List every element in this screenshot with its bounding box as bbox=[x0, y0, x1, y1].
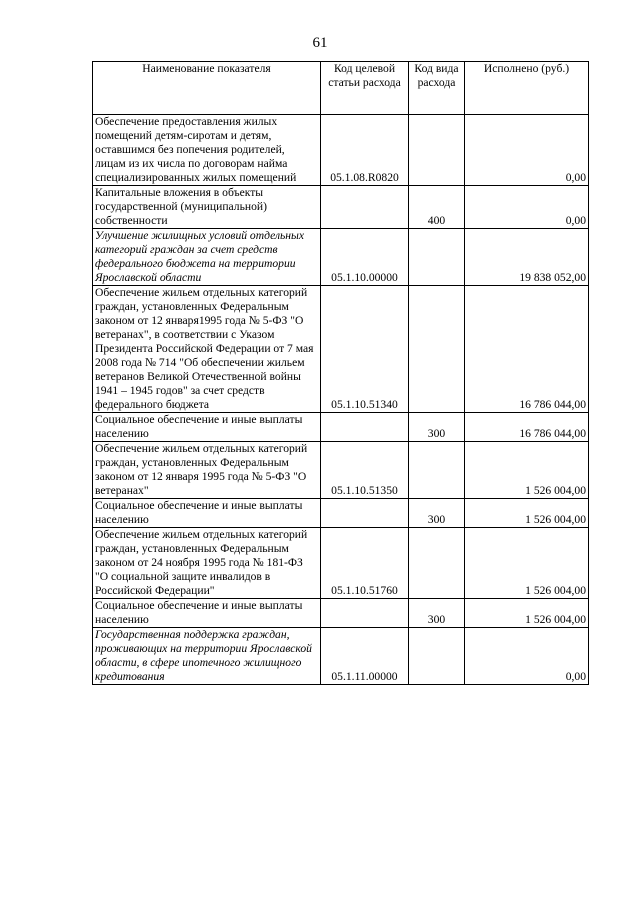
table-row bbox=[93, 599, 589, 628]
table-row bbox=[93, 186, 589, 229]
budget-table bbox=[92, 61, 589, 685]
table-row bbox=[93, 528, 589, 599]
table-row bbox=[93, 413, 589, 442]
row-code bbox=[321, 413, 409, 442]
row-sum: 16 786 044,00 bbox=[465, 413, 589, 442]
row-sum: 0,00 bbox=[465, 115, 589, 186]
header-name: Наименование показателя bbox=[93, 62, 321, 115]
table-row bbox=[93, 115, 589, 186]
row-code bbox=[321, 599, 409, 628]
row-name: Социальное обеспечение и иные выплаты населению bbox=[93, 499, 321, 528]
table-row bbox=[93, 628, 589, 685]
row-sum: 0,00 bbox=[465, 186, 589, 229]
row-name: Социальное обеспечение и иные выплаты населению bbox=[93, 599, 321, 628]
row-kind bbox=[409, 115, 465, 186]
row-kind bbox=[409, 628, 465, 685]
row-name: Государственная поддержка граждан, проживающих на территории Ярославской области, в сфере ипотечного жилищного кредитования bbox=[93, 628, 321, 685]
row-name: Обеспечение жильем отдельных категорий граждан, установленных Федеральным законом от 24 ноября 1995 года № 181-ФЗ "О социальной защите инвалидов в Российской Федерации" bbox=[93, 528, 321, 599]
row-code bbox=[321, 499, 409, 528]
row-code: 05.1.10.51340 bbox=[321, 286, 409, 413]
row-name: Обеспечение жильем отдельных категорий граждан, установленных Федеральным законом от 12 января1995 года № 5-ФЗ "О ветеранах", в соответствии с Указом Президента Российской Федерации от 7 мая 2008 года № 714 "Об обеспечении жильем ветеранов Великой Отечественной войны 1941 – 1945 годов" за счет средств федерального бюджета bbox=[93, 286, 321, 413]
table-body bbox=[93, 115, 589, 685]
header-sum: Исполнено (руб.) bbox=[465, 62, 589, 115]
row-name: Социальное обеспечение и иные выплаты населению bbox=[93, 413, 321, 442]
table-row bbox=[93, 229, 589, 286]
row-sum: 1 526 004,00 bbox=[465, 442, 589, 499]
row-kind: 300 bbox=[409, 499, 465, 528]
row-sum: 16 786 044,00 bbox=[465, 286, 589, 413]
header-code: Код целевой статьи расхода bbox=[321, 62, 409, 115]
table-row bbox=[93, 442, 589, 499]
row-sum: 1 526 004,00 bbox=[465, 528, 589, 599]
table-header-row bbox=[93, 62, 589, 115]
row-code: 05.1.10.00000 bbox=[321, 229, 409, 286]
row-name: Обеспечение жильем отдельных категорий граждан, установленных Федеральным законом от 12 января 1995 года № 5-ФЗ "О ветеранах" bbox=[93, 442, 321, 499]
row-kind bbox=[409, 286, 465, 413]
row-kind bbox=[409, 442, 465, 499]
row-code bbox=[321, 186, 409, 229]
row-sum: 19 838 052,00 bbox=[465, 229, 589, 286]
header-kind: Код вида расхода bbox=[409, 62, 465, 115]
row-code: 05.1.10.51350 bbox=[321, 442, 409, 499]
row-sum: 1 526 004,00 bbox=[465, 599, 589, 628]
table-row bbox=[93, 499, 589, 528]
row-kind: 400 bbox=[409, 186, 465, 229]
row-name: Улучшение жилищных условий отдельных категорий граждан за счет средств федерального бюджета на территории Ярославской области bbox=[93, 229, 321, 286]
row-name: Обеспечение предоставления жилых помещений детям-сиротам и детям, оставшимся без попечения родителей, лицам из их числа по договорам найма специализированных жилых помещений bbox=[93, 115, 321, 186]
row-code: 05.1.08.R0820 bbox=[321, 115, 409, 186]
row-code: 05.1.11.00000 bbox=[321, 628, 409, 685]
row-name: Капитальные вложения в объекты государственной (муниципальной) собственности bbox=[93, 186, 321, 229]
row-kind: 300 bbox=[409, 413, 465, 442]
table-row bbox=[93, 286, 589, 413]
row-kind bbox=[409, 229, 465, 286]
row-sum: 1 526 004,00 bbox=[465, 499, 589, 528]
row-sum: 0,00 bbox=[465, 628, 589, 685]
page-number: 61 bbox=[312, 35, 328, 51]
row-code: 05.1.10.51760 bbox=[321, 528, 409, 599]
row-kind bbox=[409, 528, 465, 599]
row-kind: 300 bbox=[409, 599, 465, 628]
